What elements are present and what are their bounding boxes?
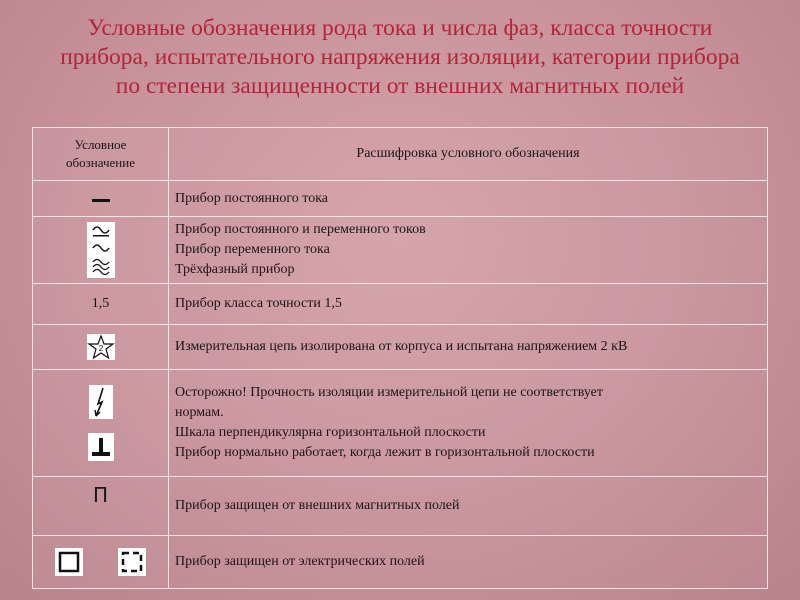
symbol-cell	[33, 325, 169, 370]
ac-dc-wave-icons	[87, 222, 115, 278]
title-line-3: по степени защищенности от внешних магнитных полей	[115, 73, 685, 99]
header-symbol-line1: Условное	[74, 137, 127, 152]
desc-line: Прибор нормально работает, когда лежит в горизонтальной плоскости	[175, 445, 595, 460]
dashed-square-icon	[118, 548, 146, 576]
desc-line: нормам.	[175, 405, 224, 420]
symbol-cell	[33, 370, 169, 477]
desc-cell	[169, 284, 768, 325]
table-row	[33, 181, 768, 217]
desc-cell	[169, 181, 768, 217]
title-line-1: Условные обозначения рода тока и числа фаз, класса точности	[87, 15, 713, 41]
desc-line: Прибор постоянного и переменного токов	[175, 222, 426, 237]
lightning-icon	[89, 385, 113, 419]
desc-cell	[169, 536, 768, 589]
header-symbol-line2: обозначение	[66, 155, 135, 170]
table-header-row	[33, 128, 768, 181]
symbol-cell	[33, 181, 169, 217]
desc-line: Трёхфазный прибор	[175, 262, 295, 277]
symbol-cell	[33, 536, 169, 589]
desc-line: Шкала перпендикулярна горизонтальной плоскости	[175, 425, 486, 440]
star-label: 2	[98, 344, 103, 353]
dc-dash-icon	[91, 194, 111, 204]
table-row	[33, 536, 768, 589]
desc-line: Прибор переменного тока	[175, 242, 330, 257]
perpendicular-icon	[88, 433, 114, 461]
header-desc-cell: Расшифровка условного обозначения	[169, 128, 768, 181]
desc-line: Осторожно! Прочность изоляции измерительной цепи не соответствует	[175, 385, 604, 400]
desc-cell	[169, 477, 768, 536]
symbol-cell: 1,5	[33, 284, 169, 325]
desc-line: Прибор защищен от электрических полей	[175, 554, 425, 569]
solid-square-icon	[55, 548, 83, 576]
desc-line: Прибор защищен от внешних магнитных полей	[175, 498, 460, 513]
symbol-cell	[33, 217, 169, 284]
desc-cell	[169, 325, 768, 370]
symbol-cell: П	[33, 477, 169, 536]
table-row	[33, 477, 768, 536]
table-row	[33, 217, 768, 284]
desc-line: Прибор постоянного тока	[175, 190, 329, 206]
title-line-2: прибора, испытательного напряжения изоляции, категории прибора	[60, 44, 740, 70]
star-icon	[87, 334, 115, 360]
table-row	[33, 325, 768, 370]
desc-line: Прибор класса точности 1,5	[175, 296, 342, 311]
table-row	[33, 370, 768, 477]
header-symbol-cell	[33, 128, 169, 181]
slide-title	[10, 14, 790, 101]
desc-cell	[169, 370, 768, 477]
symbols-table	[32, 127, 768, 589]
table-row	[33, 284, 768, 325]
desc-line: Измерительная цепь изолирована от корпуса и испытана напряжением 2 кВ	[175, 339, 628, 354]
desc-cell	[169, 217, 768, 284]
